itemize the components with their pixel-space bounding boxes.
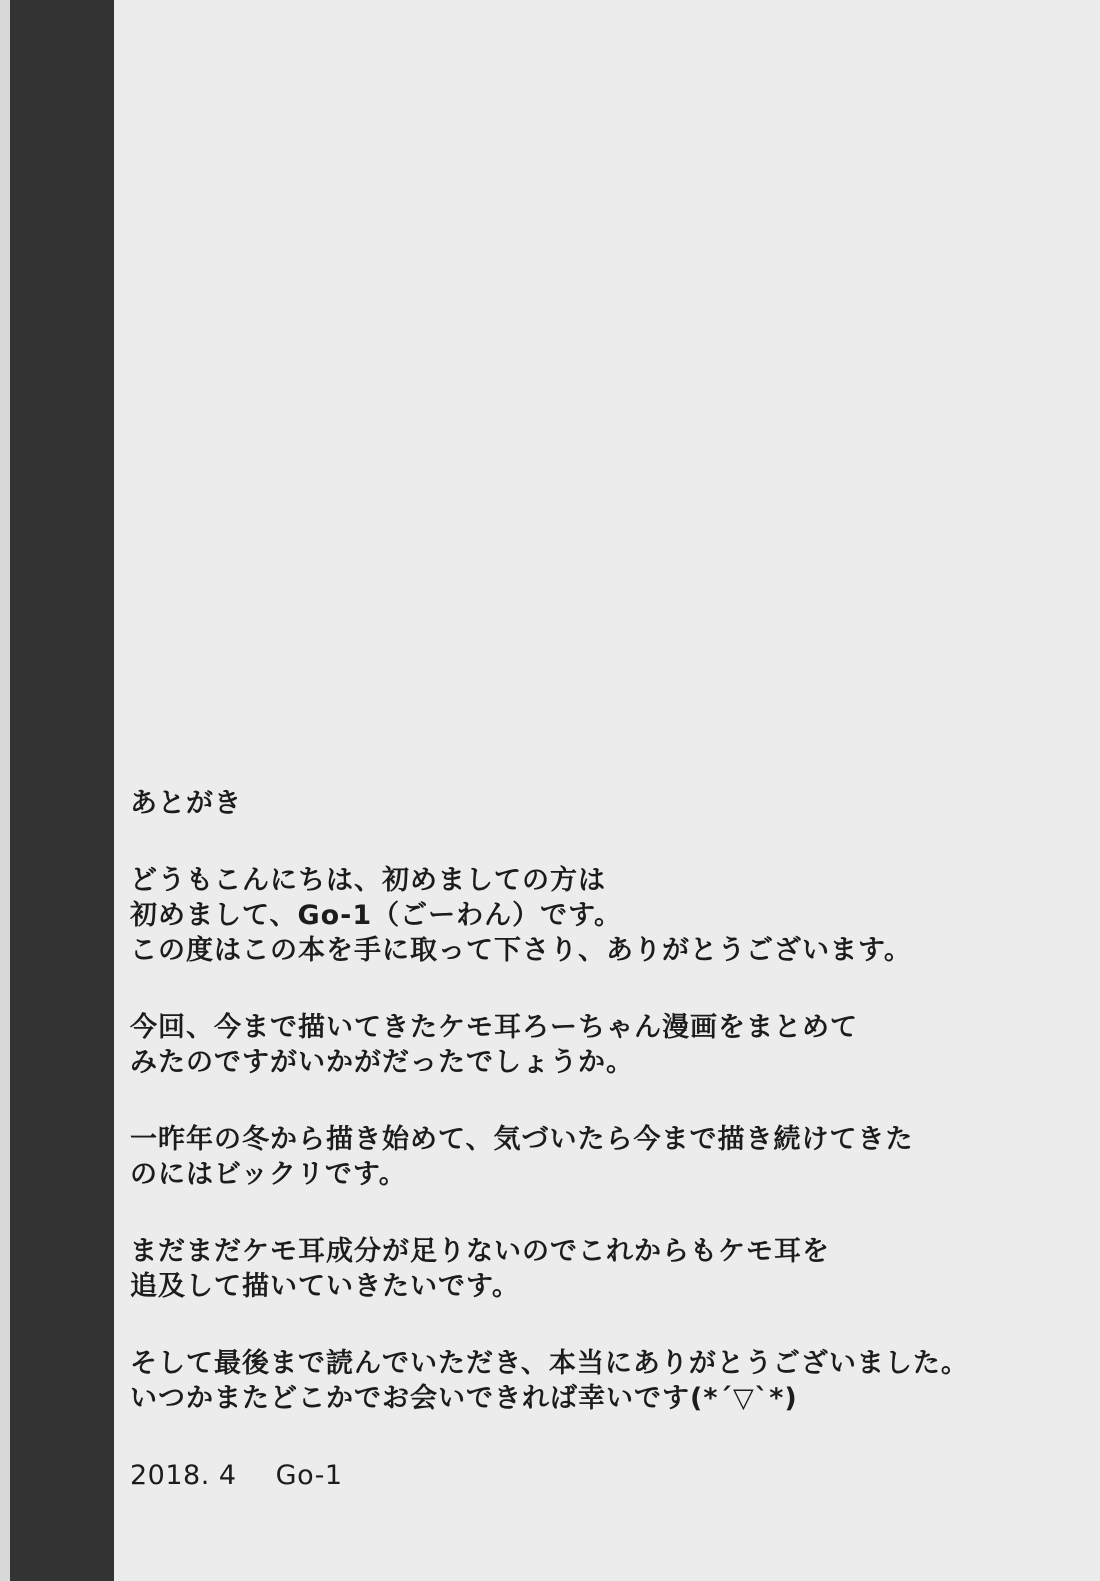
signature	[130, 1458, 1030, 1493]
left-band-edge	[0, 0, 10, 1581]
text-line: のにはビックリです。	[130, 1159, 407, 1190]
text-line: いつかまたどこかでお会いできれば幸いです(*´▽`*)	[130, 1383, 798, 1414]
paragraph-5	[130, 1346, 1030, 1416]
paragraph-4	[130, 1234, 1030, 1304]
text-line: 追及して描いていきたいです。	[130, 1271, 520, 1302]
text-line: みたのですがいかがだったでしょうか。	[130, 1047, 634, 1078]
text-line: この度はこの本を手に取って下さり、ありがとうございます。	[130, 935, 912, 966]
signature-author: Go-1	[275, 1460, 343, 1491]
text-line: どうもこんにちは、初めましての方は	[130, 865, 606, 896]
text-line: まだまだケモ耳成分が足りないのでこれからもケモ耳を	[130, 1236, 830, 1267]
text-line: そして最後まで読んでいただき、本当にありがとうございました。	[130, 1348, 969, 1379]
afterword-heading: あとがき	[130, 788, 242, 819]
paragraph-1	[130, 863, 1030, 968]
paragraph-3	[130, 1122, 1030, 1192]
text-line: 一昨年の冬から描き始めて、気づいたら今まで描き続けてきた	[130, 1124, 914, 1155]
signature-date: 2018. 4	[130, 1460, 237, 1491]
text-line: 初めまして、Go-1（ごーわん）です。	[130, 900, 623, 931]
left-dark-band	[0, 0, 114, 1581]
text-line: 今回、今まで描いてきたケモ耳ろーちゃん漫画をまとめて	[130, 1012, 858, 1043]
paragraph-2	[130, 1010, 1030, 1080]
afterword-text	[130, 786, 1030, 1493]
